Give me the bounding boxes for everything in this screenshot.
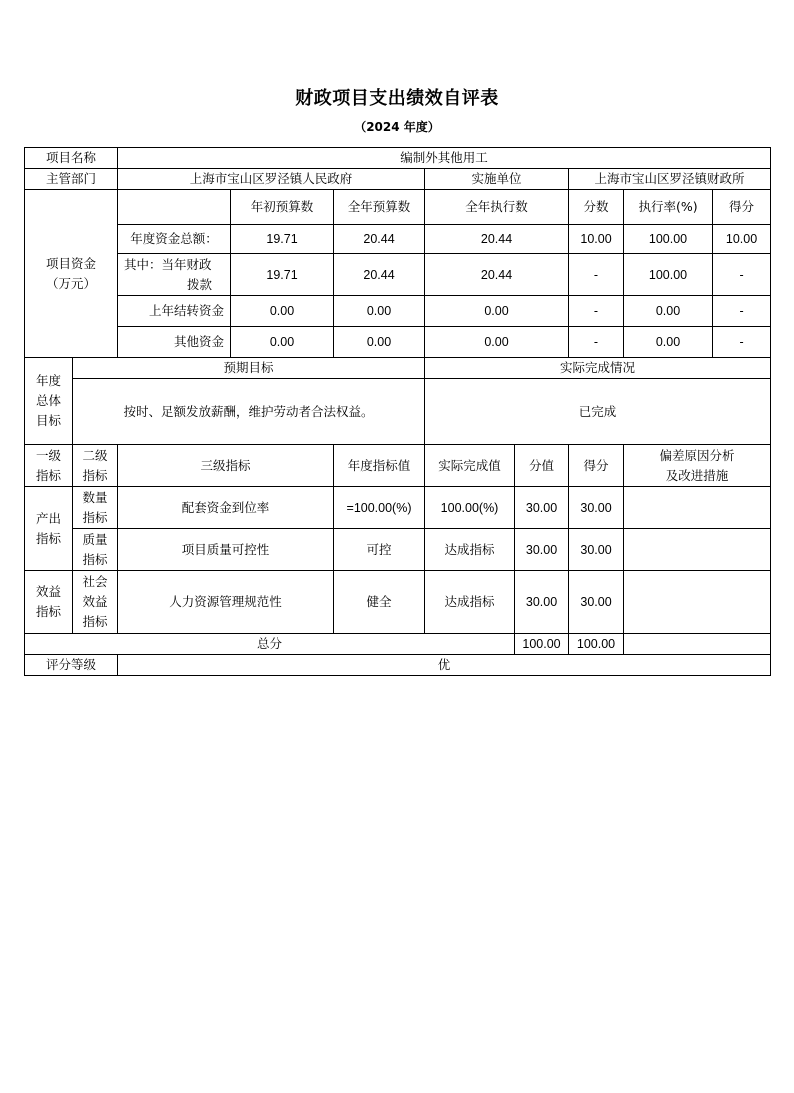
funds-cell: - [713,327,771,358]
indicator-score: 30.00 [569,487,624,529]
funds-row [25,225,771,254]
project-name-row [25,148,771,169]
indicator-target: 健全 [334,571,425,634]
indicator-header-row [25,445,771,487]
funds-cell: - [569,296,624,327]
target-header: 年度指标值 [334,445,425,487]
level3-header: 三级指标 [118,445,334,487]
total-label: 总分 [25,634,515,655]
grade-row [25,655,771,676]
indicator-deviation [624,571,771,634]
funds-cell: 10.00 [569,225,624,254]
indicator-target: 可控 [334,529,425,571]
dept-label: 主管部门 [25,169,118,190]
indicator-actual: 100.00(%) [425,487,515,529]
indicator-level2: 质量 指标 [73,529,118,571]
actual-goal-header: 实际完成情况 [425,358,771,379]
indicator-target: =100.00(%) [334,487,425,529]
funds-header-points: 得分 [713,190,771,225]
funds-cell: - [713,254,771,296]
funds-cell: 20.44 [425,254,569,296]
indicator-name: 项目质量可控性 [118,529,334,571]
total-deviation-blank [624,634,771,655]
level1-header: 一级 指标 [25,445,73,487]
actual-goal-text: 已完成 [425,379,771,445]
grade-value: 优 [118,655,771,676]
funds-header-row [25,190,771,225]
level2-header: 二级 指标 [73,445,118,487]
funds-header-annual: 全年预算数 [334,190,425,225]
funds-row [25,254,771,296]
expected-goal-text: 按时、足额发放薪酬，维护劳动者合法权益。 [73,379,425,445]
funds-row-name: 其中：当年财政 拨款 [118,254,231,296]
indicator-weight: 30.00 [515,487,569,529]
indicator-row [25,529,771,571]
funds-cell: 100.00 [624,225,713,254]
indicator-score: 30.00 [569,529,624,571]
total-score: 100.00 [569,634,624,655]
grade-label: 评分等级 [25,655,118,676]
funds-row-name: 上年结转资金 [118,296,231,327]
goals-label: 年度 总体 目标 [25,358,73,445]
indicator-deviation [624,487,771,529]
funds-cell: 19.71 [231,254,334,296]
indicator-weight: 30.00 [515,571,569,634]
indicator-level2: 社会 效益 指标 [73,571,118,634]
funds-cell: 0.00 [334,296,425,327]
expected-goal-header: 预期目标 [73,358,425,379]
funds-cell: 20.44 [425,225,569,254]
funds-header-executed: 全年执行数 [425,190,569,225]
funds-label: 项目资金 （万元） [25,190,118,358]
funds-row [25,327,771,358]
funds-row-name: 其他资金 [118,327,231,358]
page-subtitle-year: （2024 年度） [354,120,440,134]
funds-row [25,296,771,327]
benefit-group-label: 效益 指标 [25,571,73,634]
total-weight: 100.00 [515,634,569,655]
total-row [25,634,771,655]
dept-value: 上海市宝山区罗泾镇人民政府 [118,169,425,190]
goals-content-row [25,379,771,445]
project-name-label: 项目名称 [25,148,118,169]
funds-header-initial: 年初预算数 [231,190,334,225]
project-name-value: 编制外其他用工 [118,148,771,169]
funds-row-name: 年度资金总额： [118,225,231,254]
funds-header-rate: 执行率(%) [624,190,713,225]
actual-header: 实际完成值 [425,445,515,487]
department-row [25,169,771,190]
funds-cell: - [569,327,624,358]
funds-cell: 20.44 [334,225,425,254]
output-group-label: 产出 指标 [25,487,73,571]
indicator-actual: 达成指标 [425,571,515,634]
deviation-header: 偏差原因分析 及改进措施 [624,445,771,487]
indicator-score: 30.00 [569,571,624,634]
funds-header-score: 分数 [569,190,624,225]
indicator-row [25,571,771,634]
indicator-row [25,487,771,529]
impl-unit-value: 上海市宝山区罗泾镇财政所 [569,169,771,190]
evaluation-table [24,147,771,676]
funds-cell: 0.00 [231,296,334,327]
funds-cell: 19.71 [231,225,334,254]
funds-cell: 0.00 [624,296,713,327]
funds-header-blank [118,190,231,225]
funds-cell: - [569,254,624,296]
indicator-name: 人力资源管理规范性 [118,571,334,634]
indicator-weight: 30.00 [515,529,569,571]
funds-cell: 10.00 [713,225,771,254]
funds-cell: 100.00 [624,254,713,296]
funds-cell: 0.00 [624,327,713,358]
funds-cell: 0.00 [425,296,569,327]
funds-cell: 0.00 [334,327,425,358]
funds-cell: 0.00 [425,327,569,358]
funds-cell: - [713,296,771,327]
indicator-name: 配套资金到位率 [118,487,334,529]
weight-header: 分值 [515,445,569,487]
goals-header-row [25,358,771,379]
funds-cell: 20.44 [334,254,425,296]
funds-cell: 0.00 [231,327,334,358]
indicator-deviation [624,529,771,571]
page-title: 财政项目支出绩效自评表 [295,88,499,109]
indicator-level2: 数量 指标 [73,487,118,529]
score-header: 得分 [569,445,624,487]
indicator-actual: 达成指标 [425,529,515,571]
impl-unit-label: 实施单位 [425,169,569,190]
